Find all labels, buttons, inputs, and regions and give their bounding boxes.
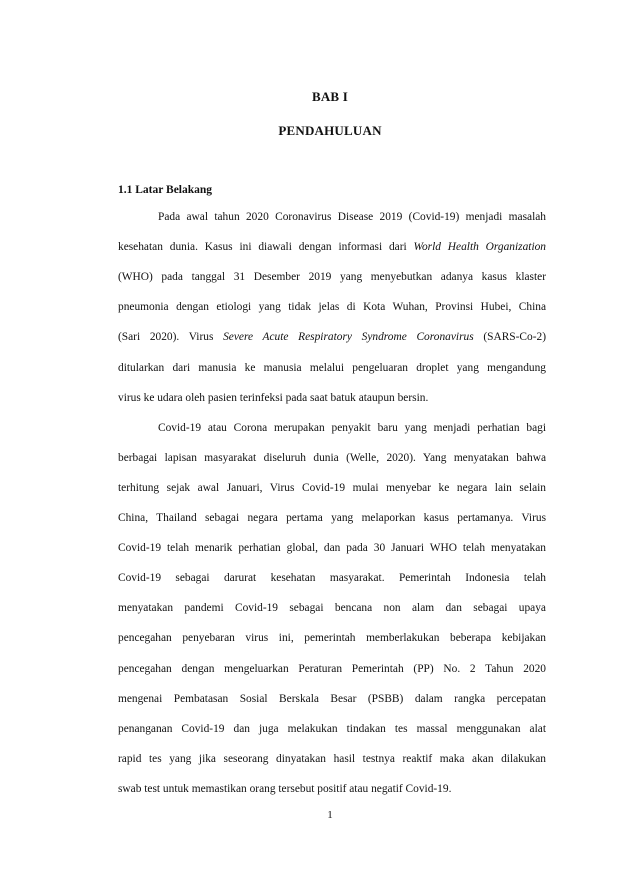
paragraph-1-line-4: pneumonia dengan etiologi yang tidak jelas di Kota Wuhan, Provinsi Hubei, China — [118, 301, 546, 314]
paragraph-2-line-12: rapid tes yang jika seseorang dinyatakan hasil testnya reaktif maka akan dilakukan — [118, 752, 546, 765]
paragraph-2-line-1: Covid-19 atau Corona merupakan penyakit baru yang menjadi perhatian bagi — [158, 421, 546, 434]
paragraph-2-line-13: swab test untuk memastikan orang tersebut positif atau negatif Covid-19. — [118, 782, 452, 795]
paragraph-1-line-5 — [118, 330, 546, 344]
paragraph-1-line-2-italic: World Health Organization — [413, 241, 546, 254]
paragraph-1-line-5-italic: Severe Acute Respiratory Syndrome Coronavirus — [223, 331, 474, 344]
paragraph-2-line-3: terhitung sejak awal Januari, Virus Covid-19 mulai menyebar ke negara lain selain — [118, 481, 546, 494]
paragraph-1-line-6: ditularkan dari manusia ke manusia melalui pengeluaran droplet yang mengandung — [118, 361, 546, 374]
paragraph-2-line-6: Covid-19 sebagai darurat kesehatan masyarakat. Pemerintah Indonesia telah — [118, 572, 546, 585]
paragraph-2-line-7: menyatakan pandemi Covid-19 sebagai bencana non alam dan sebagai upaya — [118, 602, 546, 615]
paragraph-2-line-2: berbagai lapisan masyarakat diseluruh dunia (Welle, 2020). Yang menyatakan bahwa — [118, 451, 546, 464]
paragraph-1-line-1: Pada awal tahun 2020 Coronavirus Disease 2019 (Covid-19) menjadi masalah — [158, 211, 546, 223]
paragraph-2-line-9: pencegahan dengan mengeluarkan Peraturan Pemerintah (PP) No. 2 Tahun 2020 — [118, 662, 546, 675]
paragraph-1-line-7: virus ke udara oleh pasien terinfeksi pada saat batuk ataupun bersin. — [118, 391, 429, 404]
section-heading: 1.1 Latar Belakang — [118, 184, 213, 196]
page-number: 1 — [327, 809, 333, 821]
paragraph-2-line-11: penanganan Covid-19 dan juga melakukan tindakan tes massal menggunakan alat — [118, 722, 546, 735]
paragraph-1-line-3: (WHO) pada tanggal 31 Desember 2019 yang menyebutkan adanya kasus klaster — [118, 271, 546, 284]
paragraph-2-line-10: mengenai Pembatasan Sosial Berskala Besar (PSBB) dalam rangka percepatan — [118, 692, 546, 705]
paragraph-2-line-8: pencegahan penyebaran virus ini, pemerintah memberlakukan beberapa kebijakan — [118, 632, 546, 645]
paragraph-1-line-2 — [118, 240, 546, 254]
chapter-title: PENDAHULUAN — [278, 123, 382, 138]
paragraph-1-line-5-text-a: (Sari 2020). Virus — [118, 331, 224, 344]
paragraph-1-line-2-text: kesehatan dunia. Kasus ini diawali dengan informasi dari — [118, 241, 414, 254]
chapter-number: BAB I — [311, 89, 349, 104]
paragraph-1-line-5-text-c: (SARS-Co-2) — [473, 331, 546, 344]
paragraph-2-line-4: China, Thailand sebagai negara pertama yang melaporkan kasus pertamanya. Virus — [118, 512, 546, 524]
paragraph-2-line-5: Covid-19 telah menarik perhatian global, dan pada 30 Januari WHO telah menyatakan — [118, 542, 546, 555]
